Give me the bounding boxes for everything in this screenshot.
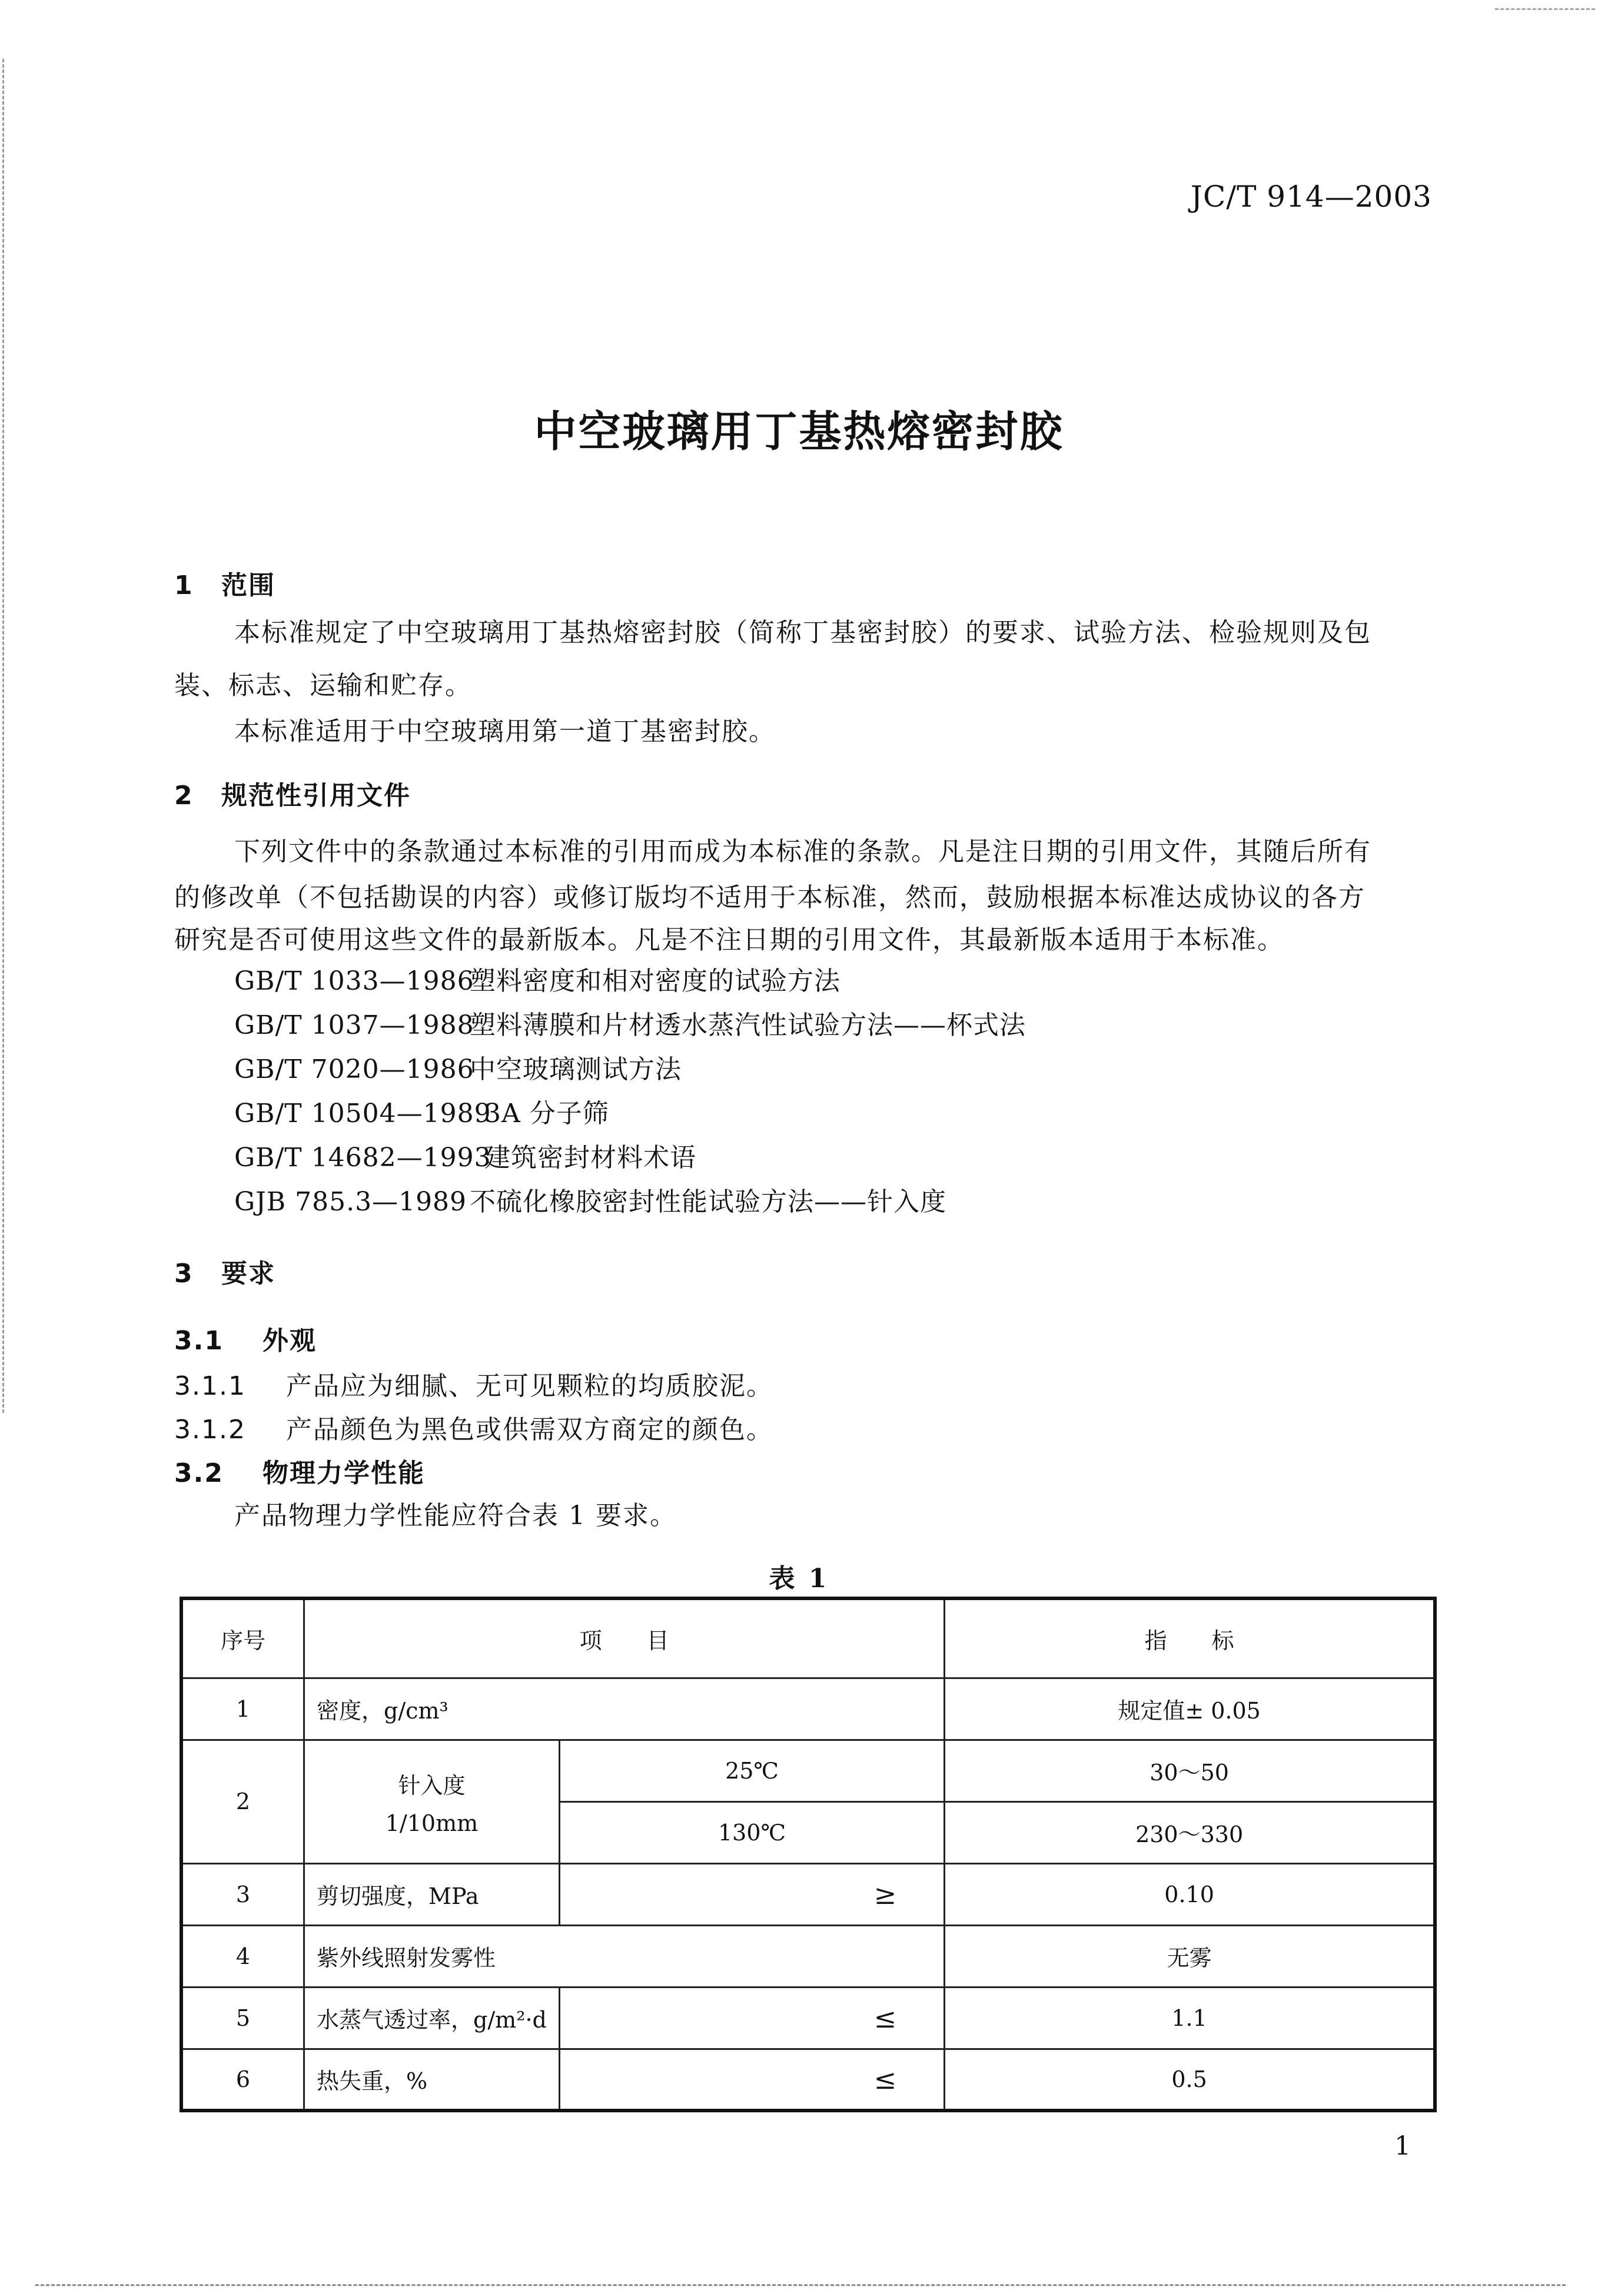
scan-edge-bottom [35,2284,1566,2286]
section-number: 3.1.2 [174,1415,246,1445]
cell-operator: ≥ [559,1863,944,1925]
s2-para-line3: 研究是否可使用这些文件的最新版本。凡是不注日期的引用文件，其最新版本适用于本标准。 [174,925,1284,955]
reference-item [234,1180,1026,1225]
reference-title: 塑料密度和相对密度的试验方法 [470,966,840,996]
cell-value: 无雾 [945,1925,1435,1987]
cell-item-group [304,1740,560,1863]
section-3-1-1 [174,1365,773,1402]
reference-code: GB/T 10504—1989 [234,1099,491,1129]
s1-para1-line1: 本标准规定了中空玻璃用丁基热熔密封胶（简称丁基密封胶）的要求、试验方法、检验规则及包 [234,618,1371,648]
cell-item: 紫外线照射发雾性 [304,1925,945,1987]
cell-value: 0.5 [945,2049,1435,2111]
s2-para-line1: 下列文件中的条款通过本标准的引用而成为本标准的条款。凡是注日期的引用文件，其随后所有 [234,837,1371,867]
cell-no: 1 [181,1678,304,1740]
cell-unit: 1/10mm [385,1810,479,1836]
reference-title: 3A 分子筛 [484,1099,609,1129]
section-number: 3.1 [174,1326,224,1356]
section-number: 2 [174,781,194,811]
header-index: 指 标 [945,1598,1435,1678]
cell-item: 剪切强度，MPa [304,1863,560,1925]
section-3-1-2 [174,1408,773,1446]
section-1-heading [174,564,275,602]
cell-item: 热失重，% [304,2049,560,2111]
cell-no: 6 [181,2049,304,2111]
reference-item [234,1048,1026,1092]
section-title: 要求 [221,1259,275,1289]
table-row [181,2049,1435,2111]
reference-item [234,1092,1026,1136]
table-row [181,1740,1435,1801]
header-item: 项 目 [304,1598,945,1678]
s32-text: 产品物理力学性能应符合表 1 要求。 [234,1501,677,1531]
reference-code: GJB 785.3—1989 [234,1187,467,1217]
table-row [181,1678,1435,1740]
reference-item [234,1136,1026,1180]
s1-para2: 本标准适用于中空玻璃用第一道丁基密封胶。 [234,716,776,746]
section-title: 规范性引用文件 [221,781,411,811]
reference-item [234,960,1026,1004]
section-text: 产品应为细腻、无可见颗粒的均质胶泥。 [286,1371,773,1401]
page-number: 1 [1394,2131,1411,2161]
section-3-1-heading [174,1319,317,1357]
section-number: 3.2 [174,1458,224,1488]
table-row [181,1987,1435,2049]
cell-no: 5 [181,1987,304,2049]
table-header-row [181,1598,1435,1678]
cell-no: 2 [181,1740,304,1863]
cell-value: 规定值± 0.05 [945,1678,1435,1740]
cell-item: 针入度 [398,1772,466,1799]
section-2-heading [174,774,411,812]
reference-code: GB/T 14682—1993 [234,1143,491,1173]
section-3-heading [174,1252,275,1290]
document-title: 中空玻璃用丁基热熔密封胶 [534,407,1064,456]
section-3-2-heading [174,1452,425,1489]
reference-title: 塑料薄膜和片材透水蒸汽性试验方法——杯式法 [470,1010,1026,1040]
table-row [181,1863,1435,1925]
section-number: 3.1.1 [174,1371,246,1401]
cell-no: 4 [181,1925,304,1987]
cell-condition: 25℃ [559,1740,944,1801]
table-caption: 表 1 [769,1564,829,1594]
table-1 [180,1597,1437,2112]
section-title: 外观 [263,1326,317,1356]
header-no: 序号 [181,1598,304,1678]
cell-value: 0.10 [945,1863,1435,1925]
s2-para-line2: 的修改单（不包括勘误的内容）或修订版均不适用于本标准，然而，鼓励根据本标准达成协议的各方 [174,882,1366,913]
cell-item: 密度，g/cm³ [304,1678,945,1740]
reference-title: 不硫化橡胶密封性能试验方法——针入度 [470,1187,946,1217]
reference-title: 中空玻璃测试方法 [470,1054,682,1084]
section-title: 物理力学性能 [263,1458,425,1488]
section-number: 1 [174,570,194,600]
cell-item: 水蒸气透过率，g/m²·d [304,1987,560,2049]
section-title: 范围 [221,570,275,600]
section-text: 产品颜色为黑色或供需双方商定的颜色。 [286,1415,773,1445]
reference-code: GB/T 7020—1986 [234,1054,474,1084]
cell-value: 230～330 [945,1801,1435,1863]
s1-para1-line2: 装、标志、运输和贮存。 [174,671,472,701]
standard-code: JC/T 914—2003 [1190,180,1432,214]
scan-edge-top [1495,8,1595,10]
scan-edge-left [2,59,4,1413]
reference-item [234,1004,1026,1048]
cell-value: 1.1 [945,1987,1435,2049]
reference-code: GB/T 1037—1988 [234,1010,474,1040]
cell-no: 3 [181,1863,304,1925]
section-number: 3 [174,1259,194,1289]
cell-value: 30～50 [945,1740,1435,1801]
cell-condition: 130℃ [559,1801,944,1863]
cell-operator: ≤ [559,2049,944,2111]
reference-code: GB/T 1033—1986 [234,966,474,996]
cell-operator: ≤ [559,1987,944,2049]
reference-list [234,960,1026,1225]
table-row [181,1925,1435,1987]
reference-title: 建筑密封材料术语 [484,1143,696,1173]
